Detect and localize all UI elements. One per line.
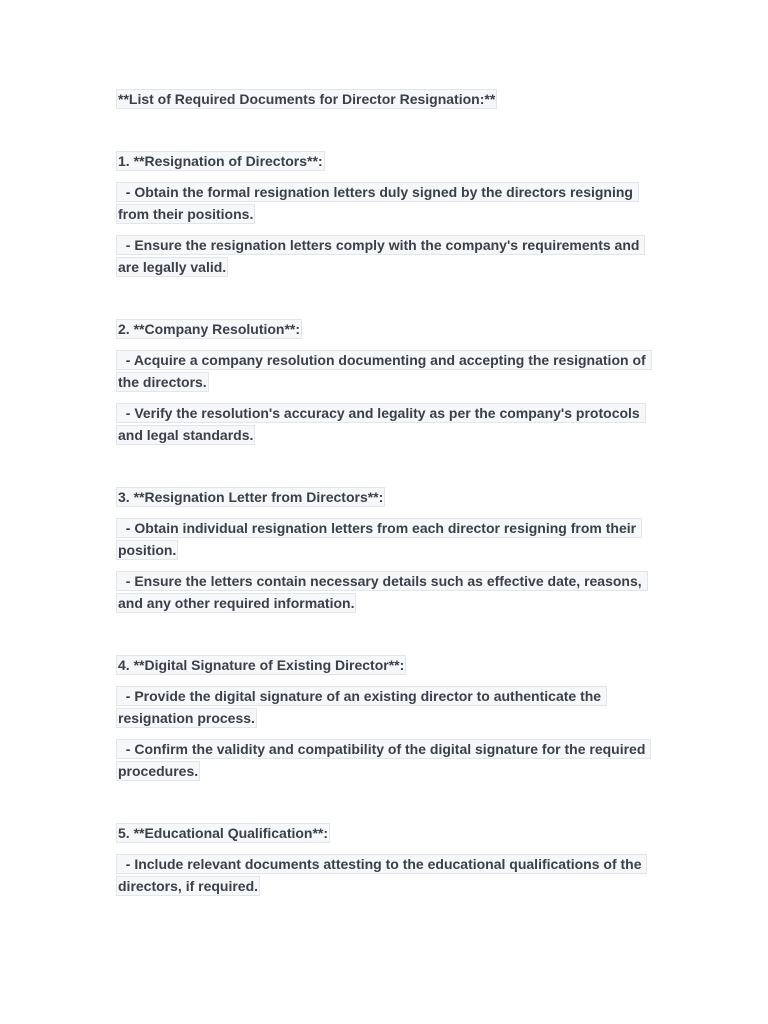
list-item xyxy=(117,738,657,782)
list-item-text: - Ensure the resignation letters comply with the company's requirements and are legally valid. xyxy=(118,237,644,275)
section-heading: 4. **Digital Signature of Existing Director**: xyxy=(118,657,405,673)
list-item-text: - Acquire a company resolution documenting and accepting the resignation of the directors. xyxy=(118,352,650,390)
section-2 xyxy=(117,318,657,446)
section-5 xyxy=(117,822,657,897)
list-item-text: - Obtain the formal resignation letters duly signed by the directors resigning from their positions. xyxy=(118,184,637,222)
document-title-block xyxy=(117,88,657,110)
list-item-text: - Confirm the validity and compatibility of the digital signature for the required procedures. xyxy=(118,741,650,779)
list-item xyxy=(117,685,657,729)
section-1 xyxy=(117,150,657,278)
list-item xyxy=(117,234,657,278)
section-4-heading-block xyxy=(117,654,657,676)
list-item-text: - Obtain individual resignation letters from each director resigning from their position. xyxy=(118,520,640,558)
section-4 xyxy=(117,654,657,782)
section-heading: 2. **Company Resolution**: xyxy=(118,321,301,337)
section-5-heading-block xyxy=(117,822,657,844)
list-item-text: - Include relevant documents attesting to the educational qualifications of the directors, if required. xyxy=(118,856,646,894)
list-item xyxy=(117,181,657,225)
list-item xyxy=(117,570,657,614)
section-heading: 3. **Resignation Letter from Directors**: xyxy=(118,489,384,505)
section-heading: 5. **Educational Qualification**: xyxy=(118,825,329,841)
list-item-text: - Verify the resolution's accuracy and legality as per the company's protocols and legal standards. xyxy=(118,405,644,443)
list-item xyxy=(117,349,657,393)
list-item-text: - Provide the digital signature of an existing director to authenticate the resignation process. xyxy=(118,688,605,726)
list-item xyxy=(117,402,657,446)
section-2-heading-block xyxy=(117,318,657,340)
document-page xyxy=(117,88,657,906)
list-item xyxy=(117,853,657,897)
section-3-heading-block xyxy=(117,486,657,508)
list-item-text: - Ensure the letters contain necessary details such as effective date, reasons, and any other required information. xyxy=(118,573,646,611)
section-1-heading-block xyxy=(117,150,657,172)
list-item xyxy=(117,517,657,561)
document-title: **List of Required Documents for Director Resignation:** xyxy=(118,91,496,107)
section-3 xyxy=(117,486,657,614)
section-heading: 1. **Resignation of Directors**: xyxy=(118,153,323,169)
